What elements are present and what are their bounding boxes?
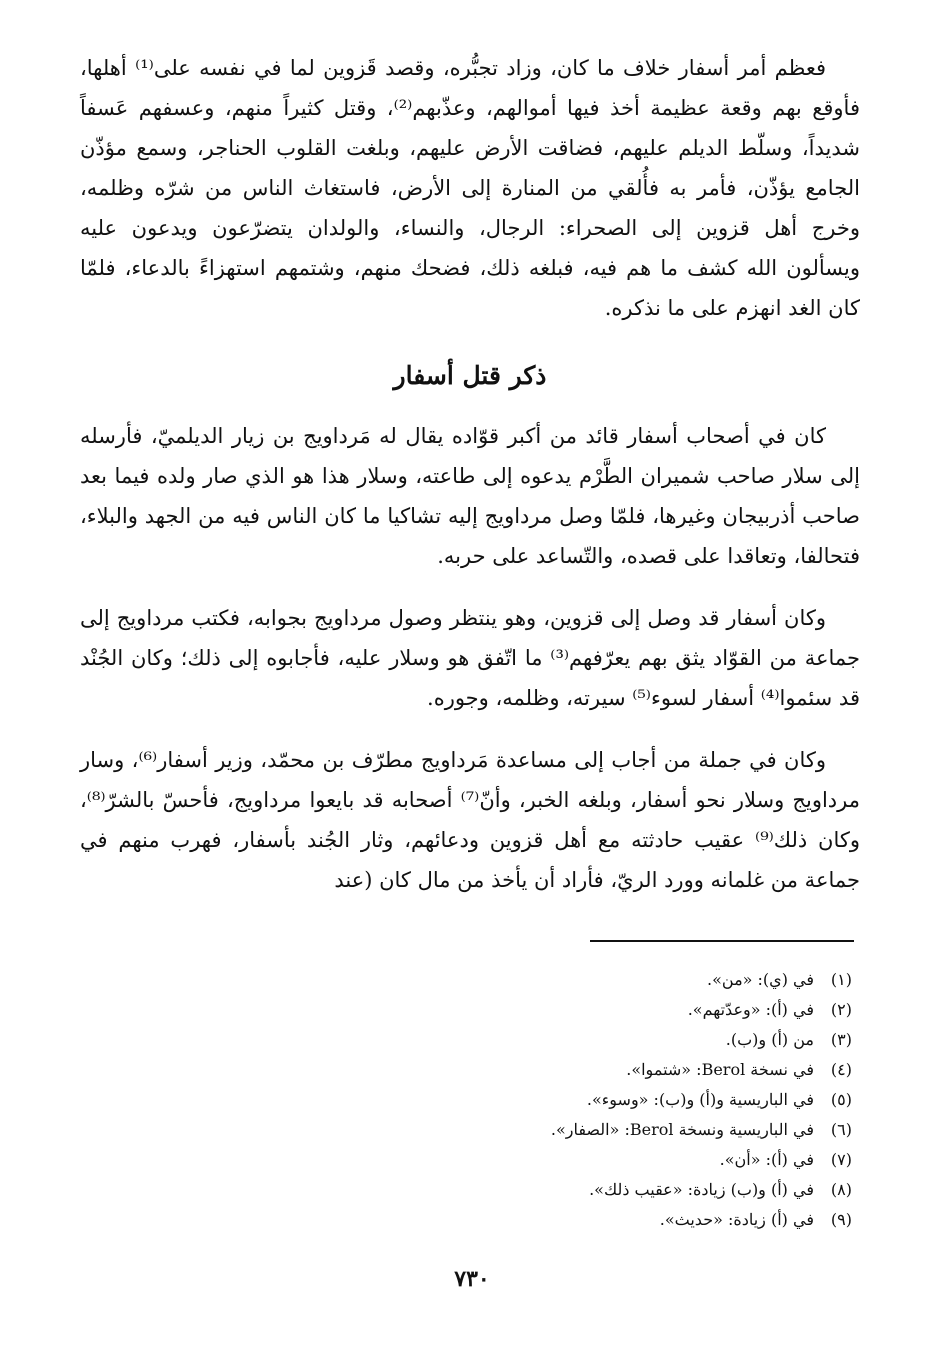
section-paragraph-2: وكان أسفار قد وصل إلى قزوين، وهو ينتظر وصول مرداويج بجوابه، فكتب مرداويج إلى جماعة من القوّاد يثق بهم يعرّفهم⁽³⁾ ما اتّفق هو وسلار عليه، فأجابوه إلى ذلك؛ وكان الجُنْد قد سئموا⁽⁴⁾ أسفار لسوء⁽⁵⁾ سيرته، وظلمه، وجوره. [80,606,860,710]
footnote [152,1115,852,1145]
footnote [152,1145,852,1175]
footnote-text: في (ي): «من». [707,970,814,989]
footnote-text: في (أ) زيادة: «حديث». [659,1210,814,1229]
footnote-text: في نسخة Berol: «شتموا». [626,1060,814,1079]
footnotes-list [152,965,852,1235]
footnote-text: في الباريسية و(أ) و(ب): «وسوء». [586,1090,814,1109]
footnote [152,1025,852,1055]
footnote [152,1085,852,1115]
footnote-number: (٦) [830,1120,852,1139]
footnote [152,1205,852,1235]
paragraph-gap [80,576,860,598]
footnote-text: في (أ): «وعدّتهم». [687,1000,814,1019]
footnote-text: في (أ) و(ب) زيادة: «عقيب ذلك». [589,1180,814,1199]
footnote-number: (٥) [830,1090,852,1109]
footnote-number: (٨) [830,1180,852,1199]
footnote-divider [590,940,854,942]
footnote-number: (٢) [830,1000,852,1019]
opening-paragraph: فعظم أمر أسفار خلاف ما كان، وزاد تجبُّره، وقصد قَزوين لما في نفسه على⁽¹⁾ أهلها، فأوقع بهم وقعة عظيمة أخذ فيها أموالهم، وعذّبهم⁽²⁾، وقتل كثيراً منهم، وعسفهم عَسفاً شديداً، وسلّط الديلم عليهم، فضاقت الأرض عليهم، وبلغت القلوب الحناجر، وسمع مؤذّن الجامع يؤذّن، فأمر به فأُلقي من المنارة إلى الأرض، فاستغاث الناس من شرّه وظلمه، وخرج أهل قزوين إلى الصحراء: الرجال، والنساء، والولدان يتضرّعون ويدعون عليه ويسألون الله كشف ما هم فيه، فبلغه ذلك، فضحك منهم، وشتمهم استهزاءً بالدعاء، فلمّا كان الغد انهزم على ما نذكره. [80,56,860,320]
paragraph-gap [80,718,860,740]
footnote-number: (٣) [830,1030,852,1049]
footnote [152,995,852,1025]
section-paragraph-3: وكان في جملة من أجاب إلى مساعدة مَرداويج مطرّف بن محمّد، وزير أسفار⁽⁶⁾، وسار مرداويج وسلار نحو أسفار، وبلغه الخبر، وأنّ⁽⁷⁾ أصحابه قد بايعوا مرداويج، فأحسّ بالشرّ⁽⁸⁾، وكان ذلك⁽⁹⁾ عقيب حادثته مع أهل قزوين ودعائهم، وثار الجُند بأسفار، فهرب منهم في جماعة من غلمانه وورد الريّ، فأراد أن يأخذ من مال كان (عند [80,748,860,892]
main-text [80,48,860,900]
footnote-number: (١) [830,970,852,989]
footnote [152,1175,852,1205]
footnote [152,965,852,995]
footnote-number: (٤) [830,1060,852,1079]
footnote-number: (٧) [830,1150,852,1169]
footnote-text: من (أ) و(ب). [725,1030,814,1049]
page-number: ٧٣٠ [454,1266,490,1292]
footnote [152,1055,852,1085]
section-paragraph-1: كان في أصحاب أسفار قائد من أكبر قوّاده يقال له مَرداويج بن زيار الديلميّ، فأرسله إلى سلار صاحب شميران الطَّرْم يدعوه إلى طاعته، وسلار هذا هو الذي صار ولده فيما بعد صاحب أذربيجان وغيرها، فلمّا وصل مرداويج إليه تشاكيا ما كان الناس فيه من الجهد والبلاء، فتحالفا، وتعاقدا على قصده، والتّساعد على حربه. [80,424,860,568]
section-heading: ذكر قتل أسفار [393,361,547,390]
footnote-number: (٩) [830,1210,852,1229]
footnote-text: في الباريسية ونسخة Berol: «الصفار». [550,1120,814,1139]
footnote-text: في (أ): «أن». [719,1150,814,1169]
